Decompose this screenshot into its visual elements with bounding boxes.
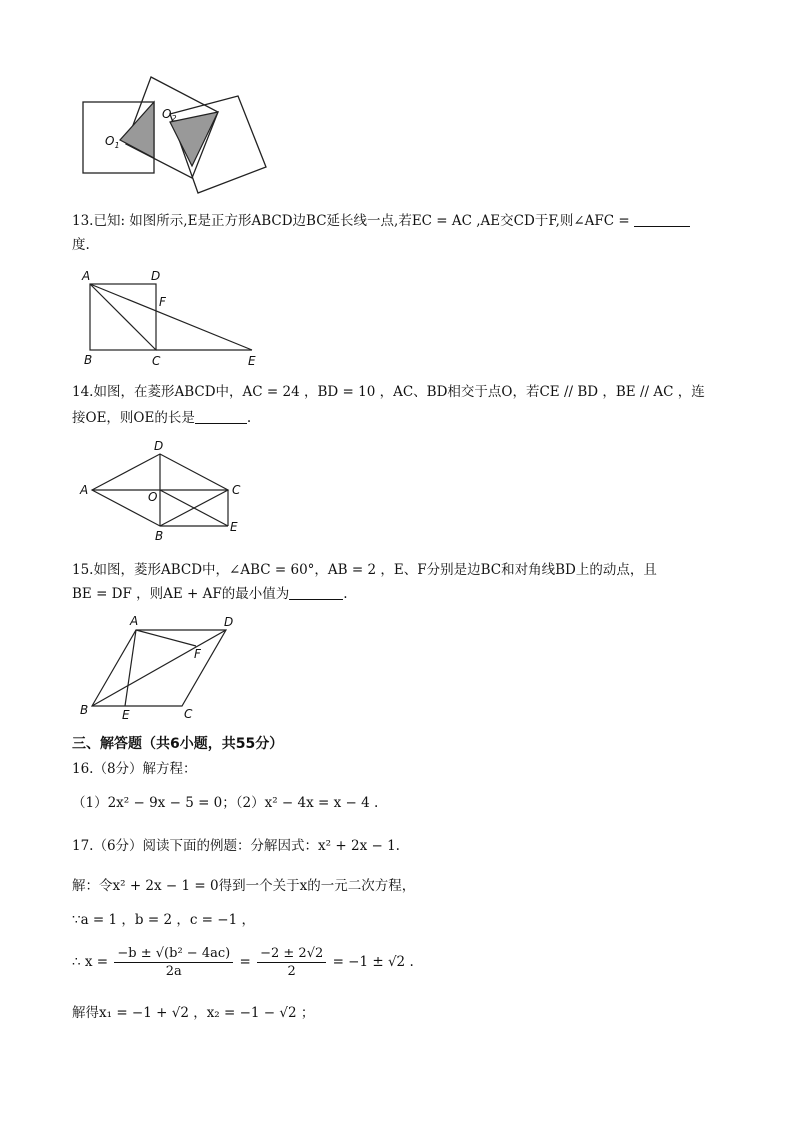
q14-text-2: 接OE，则OE的长是 . [72,410,252,426]
q16-title: 16.（8分）解方程： [72,761,197,777]
label-d: D [151,269,161,283]
label-c: C [232,483,241,497]
label-e: E [230,520,238,534]
quadratic-formula-fraction: $\frac{\text{−b ± √(b² − 4ac)}}{2a}$ [114,945,233,980]
q14-text: 14.如图，在菱形ABCD中，AC = 24 ，BD = 10 ，AC、BD相交于点O，若CE // BD ，BE // AC ，连 [72,384,705,400]
section-3-heading: 三、解答题（共6小题，共55分） [72,736,284,752]
shaded-region-o1 [120,102,154,158]
q13-answer-blank[interactable] [634,212,690,227]
label-d: D [154,439,164,453]
label-o: O [148,490,158,504]
q17-solution-line-3: ∴ x = $\frac{\text{−b ± √(b² − 4ac)}}{2a}$ = $\frac{-2 \pm 2√2}{2}$ = −1 ± √2 . [72,946,414,979]
label-b: B [155,529,164,543]
q17-solution-line-4: 解得x₁ = −1 + √2 ，x₂ = −1 − √2 ； [72,1005,315,1021]
label-a: A [82,269,91,283]
q17-solution-line-2: ∵a = 1 ，b = 2 ，c = −1 ， [72,912,255,928]
q15-text-2: BE = DF ，则AE + AF的最小值为 . [72,586,348,602]
q17-title: 17.（6分）阅读下面的例题：分解因式：x² + 2x − 1. [72,838,400,854]
label-a: A [80,483,89,497]
overlapping-squares-figure [78,72,273,194]
label-c: C [152,354,161,368]
label-f: F [159,295,166,309]
q15-answer-blank[interactable] [289,585,343,600]
label-a: A [130,614,139,628]
q14-answer-blank[interactable] [195,409,247,424]
label-o1: $O_1$ [105,134,120,150]
root-value-fraction: $\frac{-2 \pm 2√2}{2}$ [257,945,326,980]
q13-text-2: 度. [72,237,90,253]
label-e: E [248,354,256,368]
q15-text: 15.如图，菱形ABCD中，∠ABC = 60°，AB = 2 ，E、F分别是边BC和对角线BD上的动点，且 [72,562,657,578]
q13-figure [78,266,268,370]
q16-equations: （1）2x² − 9x − 5 = 0；（2）x² − 4x = x − 4 . [72,795,379,811]
q14-figure [78,438,258,544]
label-o2: $O_2$ [162,107,177,123]
label-f: F [194,647,201,661]
label-c: C [184,707,193,721]
label-d: D [224,615,234,629]
label-b: B [80,703,89,717]
q15-figure [78,612,248,724]
q13-text: 13.已知: 如图所示,E是正方形ABCD边BC延长线一点,若EC = AC ,AE交CD于F,则∠AFC = [72,211,690,231]
q17-solution-line-1: 解：令x² + 2x − 1 = 0得到一个关于x的一元二次方程， [72,878,416,894]
label-e: E [122,708,130,722]
shaded-region-o2 [170,112,218,166]
label-b: B [84,353,93,367]
